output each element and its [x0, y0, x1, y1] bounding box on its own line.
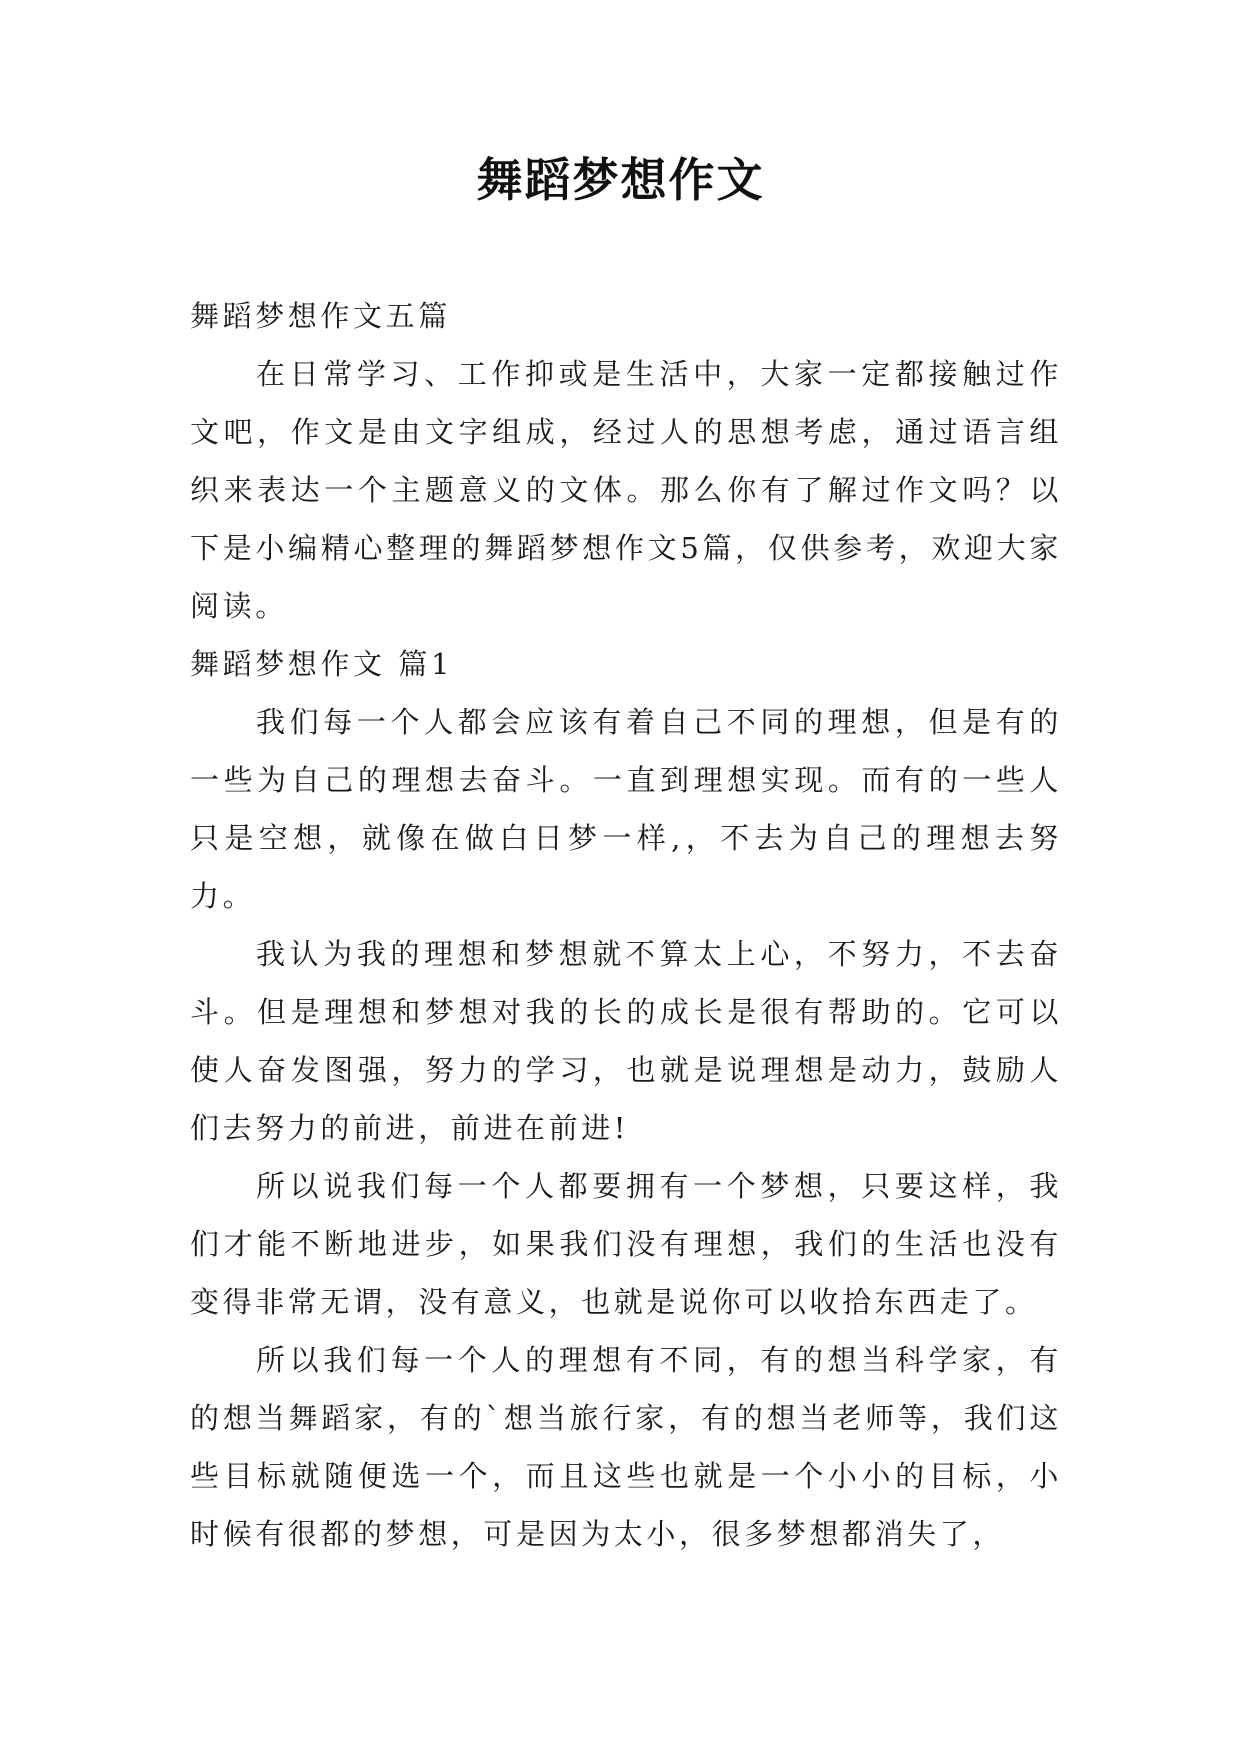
section-heading: 舞蹈梦想作文 篇1	[190, 647, 454, 681]
body-paragraph: 我们每一个人都会应该有着自己不同的理想，但是有的一些为自己的理想去奋斗。一直到理想实现。而有的一些人只是空想，就像在做白日梦一样,，不去为自己的理想去努力。	[190, 705, 1062, 913]
body-paragraph: 所以我们每一个人的理想有不同，有的想当科学家，有的想当舞蹈家，有的`想当旅行家，有的想当老师等，我们这些目标就随便选一个，而且这些也就是一个小小的目标，小时候有很都的梦想，可是因为太小，很多梦想都消失了，	[190, 1343, 1062, 1551]
subtitle-line: 舞蹈梦想作文五篇	[190, 299, 451, 333]
intro-paragraph: 在日常学习、工作抑或是生活中，大家一定都接触过作文吧，作文是由文字组成，经过人的思想考虑，通过语言组织来表达一个主题意义的文体。那么你有了解过作文吗？以下是小编精心整理的舞蹈梦想作文5篇，仅供参考，欢迎大家阅读。	[190, 357, 1062, 623]
document-body	[190, 287, 1062, 1563]
body-paragraph: 所以说我们每一个人都要拥有一个梦想，只要这样，我们才能不断地进步，如果我们没有理想，我们的生活也没有变得非常无谓，没有意义，也就是说你可以收拾东西走了。	[190, 1169, 1062, 1319]
document-title: 舞蹈梦想作文	[476, 153, 765, 207]
body-paragraph: 我认为我的理想和梦想就不算太上心，不努力，不去奋斗。但是理想和梦想对我的长的成长是很有帮助的。它可以使人奋发图强，努力的学习，也就是说理想是动力，鼓励人们去努力的前进，前进在前进!	[190, 937, 1062, 1145]
